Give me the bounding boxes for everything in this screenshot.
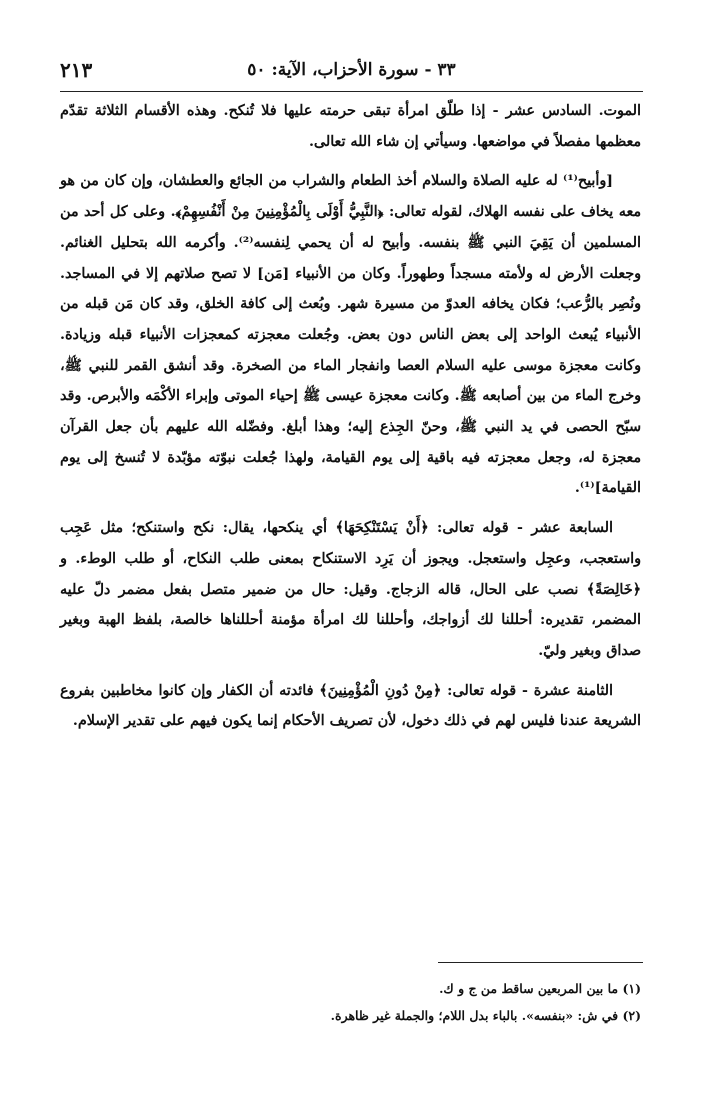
running-title: ٣٣ - سورة الأحزاب، الآية: ٥٠ bbox=[247, 60, 456, 80]
running-header bbox=[60, 58, 643, 88]
page-number: ٢١٣ bbox=[60, 58, 93, 82]
paragraph-eighteenth: الثامنة عشرة - قوله تعالى: ﴿مِنْ دُونِ الْمُؤْمِنِينَ﴾ فائدته أن الكفار وإن كانوا مخاطبين بفروع الشريعة عندنا فليس لهم في ذلك دخول، لأن تصريف الأحكام إنما يكون فيهم على تقدير الإسلام. bbox=[60, 682, 641, 730]
footnote-1: (١) ما بين المربعين ساقط من ج و ك. bbox=[439, 981, 641, 996]
paragraph-seventeenth: السابعة عشر - قوله تعالى: ﴿أَنْ يَسْتَنْكِحَهَا﴾ أي ينكحها، يقال: نكح واستنكح؛ مثل عَجِب واستعجب، وعجِل واستعجل. ويجوز أن يَرِد الاستنكاح بمعنى طلب النكاح، أو طلب الوطء. و ﴿خَالِصَةً﴾ نصب على الحال، قاله الزجاج. وقيل: حال من ضمير متصل بفعل مضمر دلّ عليه المضمر، تقديره: أحللنا لك أزواجك، وأحللنا لك امرأة مؤمنة أحللناها خالصة، بلفظ الهبة وبغير صداق وبغير وليّ. bbox=[60, 520, 641, 659]
main-text bbox=[60, 96, 641, 737]
footnote-2: (٢) في ش: «بنفسه». بالباء بدل اللام؛ والجملة غير ظاهرة. bbox=[330, 1008, 641, 1023]
footnote-rule bbox=[438, 962, 643, 963]
paragraph-continuation: الموت. السادس عشر - إذا طلّق امرأة تبقى حرمته عليها فلا تُنكح. وهذه الأقسام الثلاثة تقدّم معظمها مفصلاً في مواضعها. وسيأتي إن شاء الله تعالى. bbox=[60, 103, 641, 150]
paragraph-prophet-privileges: [وأبيح⁽¹⁾ له عليه الصلاة والسلام أخذ الطعام والشراب من الجائع والعطشان، وإن كان من هو معه يخاف على نفسه الهلاك، لقوله تعالى: ﴿النَّبِيُّ أَوْلَى بِالْمُؤْمِنِينَ مِنْ أَنْفُسِهِمْ﴾. وعلى كل أحد من المسلمين أن يَقِيَ النبي ﷺ بنفسه. وأبيح له أن يحمي لِنفسه⁽²⁾. وأكرمه الله بتحليل الغنائم. وجعلت الأرض له ولأمته مسجداً وطهوراً. وكان من الأنبياء [مَن] لا تصح صلاتهم إلا في المساجد. ونُصِر بالرُّعب؛ فكان يخافه العدوّ من مسيرة شهر. وبُعث إلى كافة الخلق، وقد كان مَن قبله من الأنبياء يُبعث الواحد إلى بعض الناس دون بعض. وجُعلت معجزته كمعجزات الأنبياء قبله وزيادة. وكانت معجزة موسى عليه السلام العصا وانفجار الماء من الصخرة. وقد أنشق القمر للنبي ﷺ، وخرج الماء من بين أصابعه ﷺ. وكانت معجزة عيسى ﷺ إحياء الموتى وإبراء الأكْمَه والأبرص. وقد سبّح الحصى في يد النبي ﷺ، وحنّ الجِذع إليه؛ وهذا أبلغ. وفضّله الله عليهم بأن جعل القرآن معجزة له، وجعل معجزته فيه باقية إلى يوم القيامة، ولهذا جُعلت نبوّته مؤبّدة لا تُنسخ إلى يوم القيامة]⁽¹⁾. bbox=[60, 173, 642, 497]
footnotes bbox=[60, 975, 641, 1029]
header-rule bbox=[60, 91, 643, 92]
